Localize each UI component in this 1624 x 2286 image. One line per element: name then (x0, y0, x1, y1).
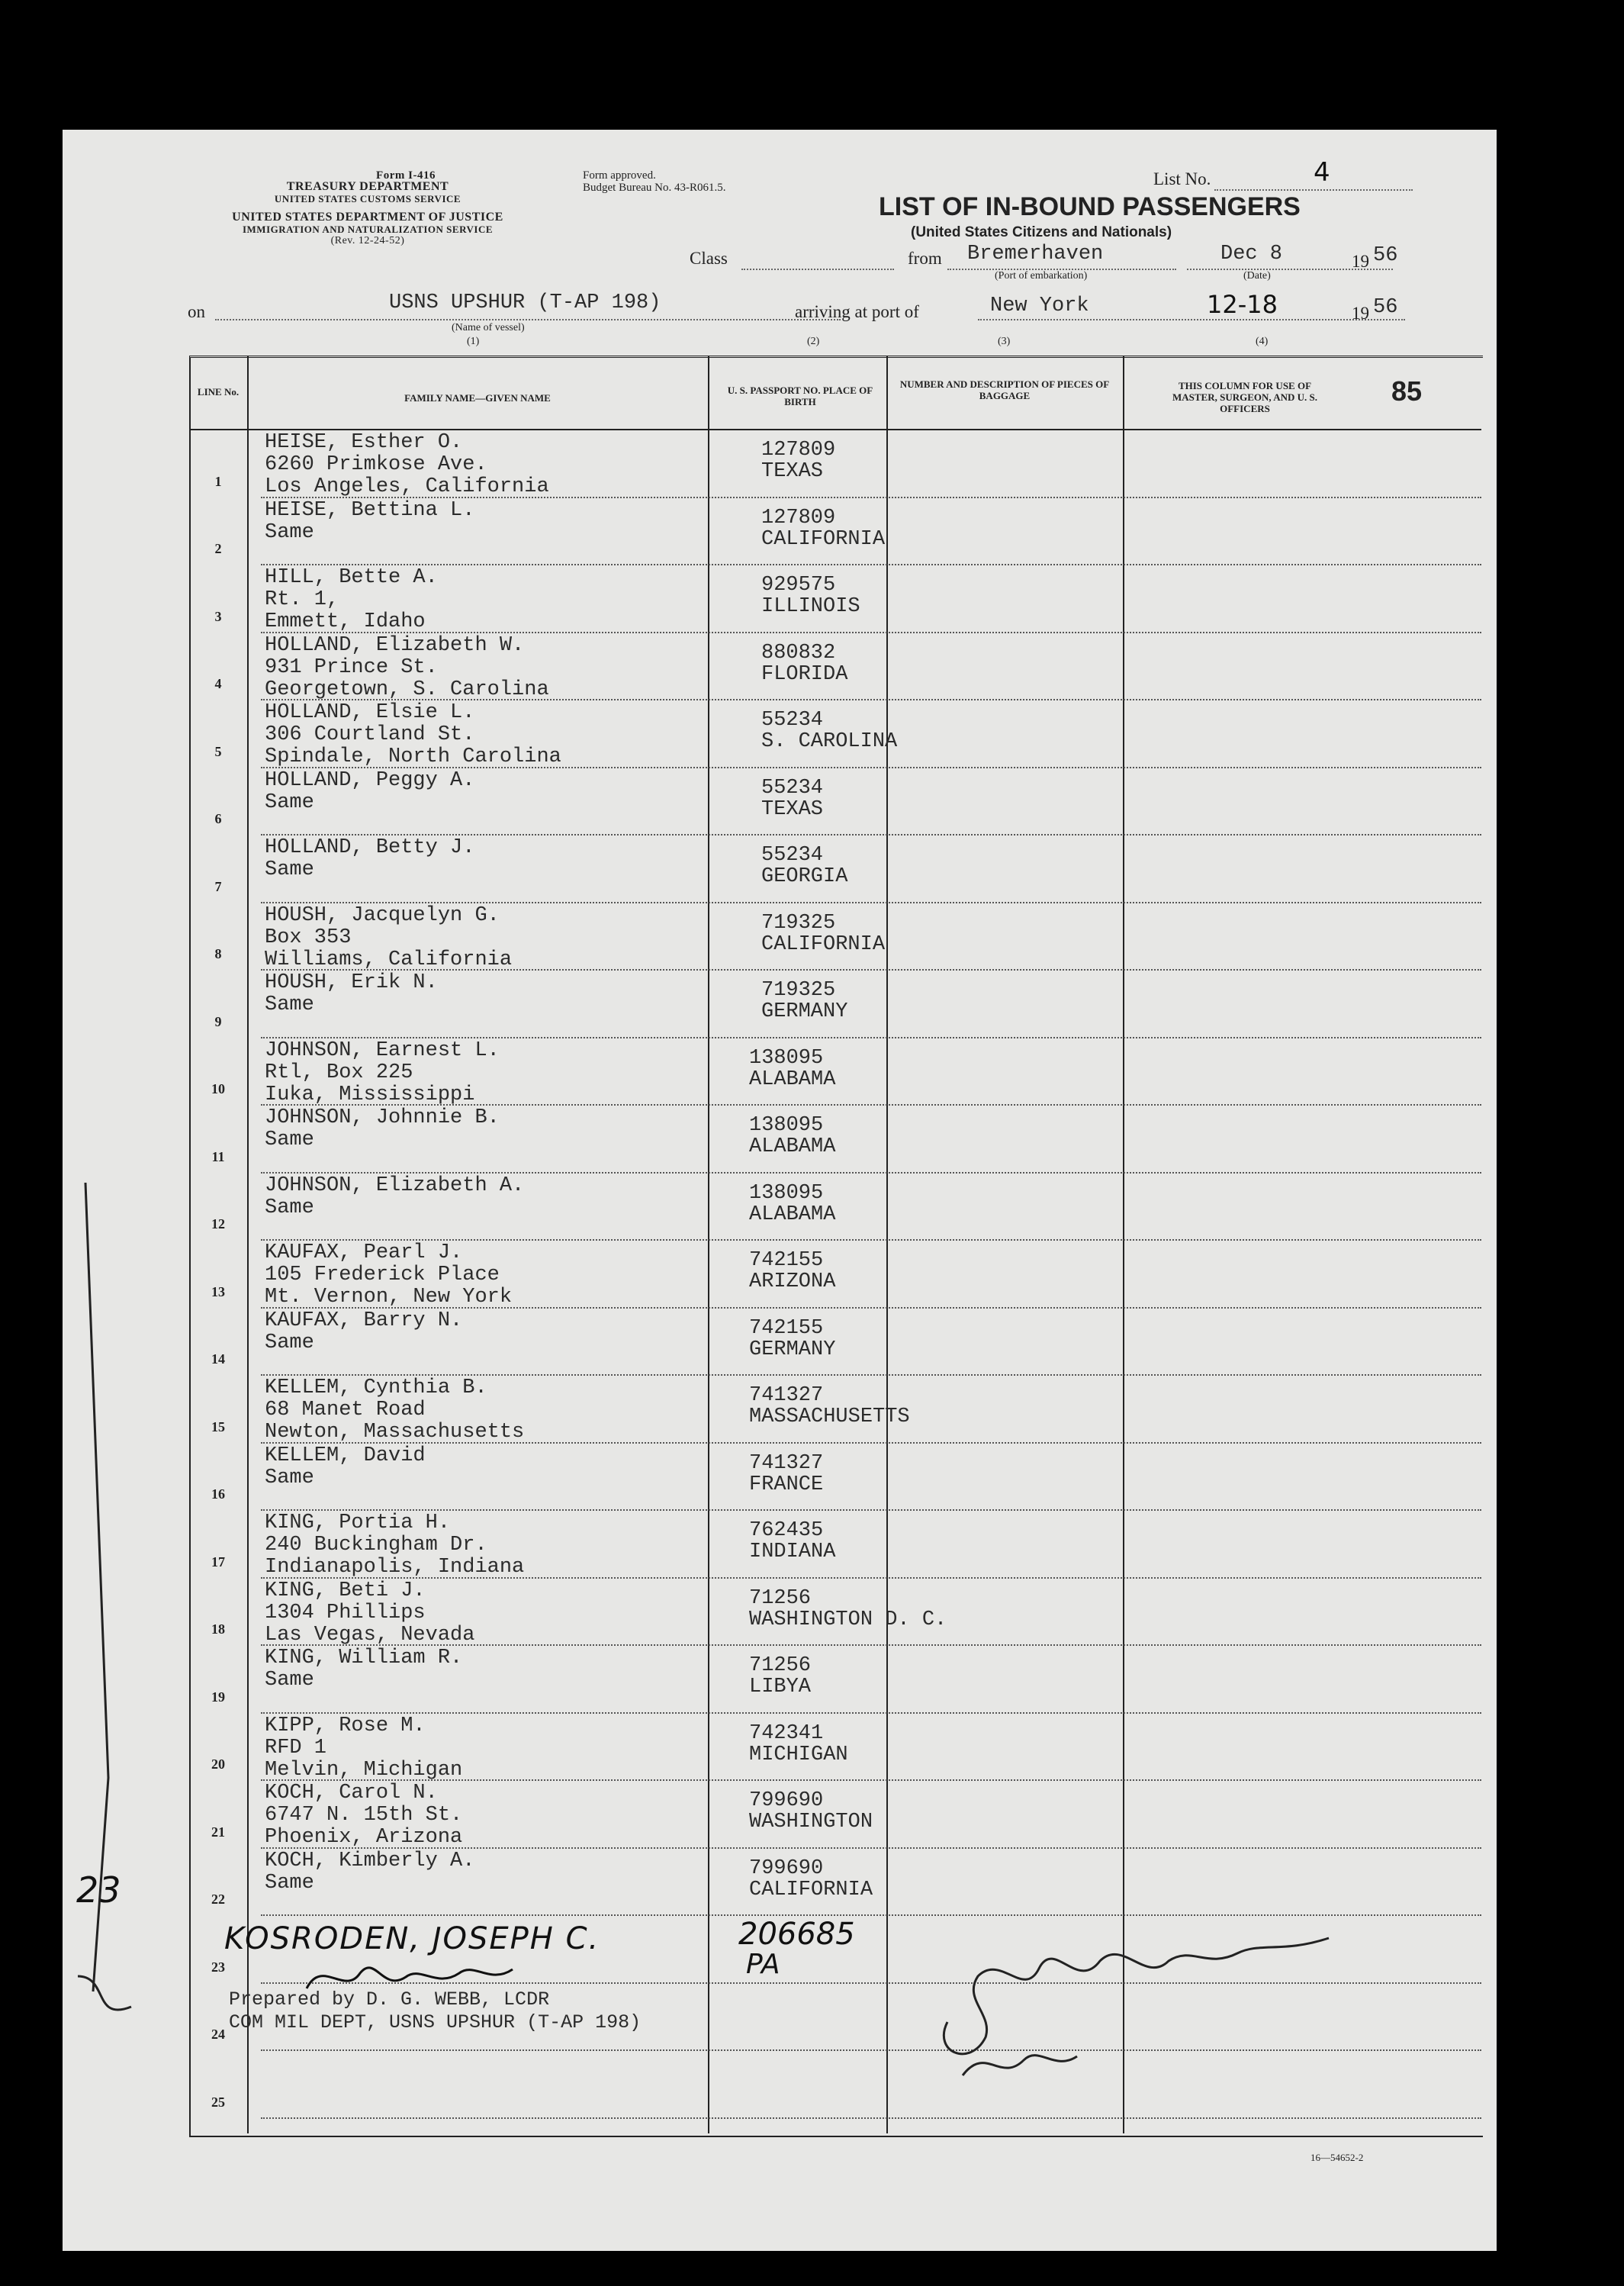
passport-number: 799690 (749, 1789, 824, 1812)
page-number: 85 (1391, 375, 1423, 407)
passport-number: 929575 (761, 574, 836, 597)
row-separator (261, 1712, 1481, 1714)
form-subtitle: (United States Citizens and Nationals) (911, 224, 1172, 240)
year-1: 56 (1373, 244, 1398, 267)
passenger-address: 105 Frederick Place (265, 1264, 500, 1286)
passport-number: 880832 (761, 641, 836, 665)
passport-cell (749, 1385, 910, 1428)
passport-number: 742155 (749, 1316, 824, 1340)
passport-cell (749, 1048, 835, 1090)
passport-number: 741327 (749, 1451, 824, 1475)
row-separator (261, 1037, 1481, 1038)
line-number: 18 (211, 1621, 225, 1637)
place-of-birth: CALIFORNIA (749, 1878, 873, 1901)
place-of-birth: INDIANA (749, 1541, 836, 1563)
line-number: 22 (211, 1892, 225, 1907)
form-approved: Form approved. (583, 169, 656, 182)
line-number: 13 (211, 1283, 225, 1299)
line-number: 20 (211, 1756, 225, 1772)
table-row (265, 1040, 500, 1106)
place-of-birth: GERMANY (749, 1338, 836, 1361)
passenger-address: Williams, California (265, 948, 513, 971)
vessel-caption: (Name of vessel) (452, 322, 525, 333)
list-no-label: List No. (1153, 169, 1211, 188)
form-title: LIST OF IN-BOUND PASSENGERS (879, 192, 1301, 221)
place-of-birth: MASSACHUSETTS (749, 1405, 910, 1428)
date-caption: (Date) (1243, 270, 1271, 282)
line-number: 11 (211, 1148, 225, 1164)
passenger-address: Phoenix, Arizona (265, 1826, 463, 1849)
passenger-name: KING, Beti J. (265, 1579, 426, 1602)
passenger-address: Las Vegas, Nevada (265, 1623, 475, 1647)
row-separator (261, 902, 1481, 903)
passenger-name: KAUFAX, Pearl J. (265, 1241, 463, 1264)
embarkation-date: Dec 8 (1220, 243, 1283, 266)
passenger-name: HOUSH, Erik N. (265, 971, 438, 994)
passenger-address: 6260 Primkose Ave. (265, 453, 487, 476)
place-of-birth: MICHIGAN (749, 1743, 848, 1766)
passenger-address: Emmett, Idaho (265, 610, 426, 633)
passport-number: 742341 (749, 1721, 824, 1745)
passenger-name: KELLEM, David (265, 1444, 426, 1467)
passenger-address: Same (265, 993, 314, 1016)
customs-service: UNITED STATES CUSTOMS SERVICE (274, 193, 461, 204)
passport-cell (749, 1115, 835, 1157)
passenger-address: Same (265, 1196, 314, 1219)
place-of-birth: ARIZONA (749, 1270, 836, 1293)
document-page (63, 130, 1497, 2251)
passport-number: 742155 (749, 1249, 824, 1272)
passenger-address: 931 Prince St. (265, 655, 438, 679)
passport-cell (761, 439, 835, 482)
passenger-name: KELLEM, Cynthia B. (265, 1376, 487, 1399)
prepared-dept: COM MIL DEPT, USNS UPSHUR (T-AP 198) (229, 2011, 642, 2033)
passenger-name: KOCH, Carol N. (265, 1782, 438, 1805)
passport-number: 741327 (749, 1384, 824, 1407)
table-row (265, 432, 549, 498)
passenger-name: JOHNSON, Elizabeth A. (265, 1174, 525, 1197)
passport-cell (749, 1183, 835, 1225)
passenger-name: HOLLAND, Elsie L. (265, 701, 475, 724)
col-header-baggage: NUMBER AND DESCRIPTION OF PIECES OF BAGGAGE (899, 378, 1110, 401)
line-number: 4 (214, 676, 222, 691)
justice-department: UNITED STATES DEPARTMENT OF JUSTICE (232, 211, 503, 224)
passenger-address: 6747 N. 15th St. (265, 1804, 463, 1827)
passport-cell (749, 1655, 811, 1698)
passport-cell (761, 575, 860, 617)
place-of-birth: CALIFORNIA (761, 527, 886, 551)
passenger-address: Georgetown, S. Carolina (265, 678, 549, 701)
col-index-2: (2) (807, 336, 820, 347)
passenger-address: Iuka, Mississippi (265, 1083, 475, 1106)
passenger-address: Melvin, Michigan (265, 1758, 463, 1782)
place-of-birth: ALABAMA (749, 1067, 836, 1091)
handwritten-name-row23: KOSRODEN, JOSEPH C. (224, 1921, 600, 1956)
table-row (265, 1107, 500, 1151)
passenger-address: 240 Buckingham Dr. (265, 1534, 487, 1557)
margin-check-marks (63, 420, 276, 2098)
passenger-address: Same (265, 858, 314, 881)
year-prefix-2: 19 (1352, 304, 1369, 323)
signature-scribble (291, 1950, 520, 2004)
passenger-address: Los Angeles, California (265, 475, 549, 498)
passport-cell (749, 1790, 873, 1833)
passenger-name: JOHNSON, Earnest L. (265, 1038, 500, 1062)
passenger-address: Newton, Massachusetts (265, 1421, 525, 1444)
table-row (265, 972, 438, 1016)
passenger-name: HEISE, Esther O. (265, 431, 463, 454)
line-number: 15 (211, 1418, 225, 1434)
ins-service: IMMIGRATION AND NATURALIZATION SERVICE (242, 224, 494, 235)
passenger-address: Mt. Vernon, New York (265, 1286, 513, 1309)
passenger-name: HOUSH, Jacquelyn G. (265, 903, 500, 927)
passport-number: 138095 (749, 1114, 824, 1137)
footer-code: 16—54652-2 (1310, 2152, 1364, 2163)
table-row (265, 1512, 524, 1579)
row-separator (261, 1172, 1481, 1174)
line-number: 19 (211, 1689, 225, 1705)
margin-note-23: 23 (76, 1869, 121, 1911)
col-index-1: (1) (467, 336, 480, 347)
place-of-birth: FRANCE (749, 1473, 824, 1496)
passport-number: 55234 (761, 844, 824, 867)
vessel-line (215, 319, 841, 320)
passenger-address: Rt. 1, (265, 588, 339, 611)
place-of-birth: S. CAROLINA (761, 730, 898, 753)
passenger-name: HEISE, Bettina L. (265, 498, 475, 522)
table-row (265, 1242, 512, 1309)
passport-cell (749, 1588, 947, 1631)
row-separator (261, 834, 1481, 836)
passenger-address: Box 353 (265, 926, 352, 949)
table-row (265, 1580, 474, 1647)
arrival-port: New York (990, 295, 1089, 317)
col-index-4: (4) (1256, 336, 1269, 347)
passenger-name: KAUFAX, Barry N. (265, 1309, 463, 1332)
on-label: on (188, 302, 205, 321)
passport-number: 138095 (749, 1046, 824, 1070)
row-separator (261, 564, 1481, 565)
passenger-name: HOLLAND, Betty J. (265, 836, 475, 859)
place-of-birth: TEXAS (761, 460, 824, 483)
passport-cell (749, 1520, 835, 1563)
arrival-port-line (978, 319, 1405, 320)
passenger-address: Same (265, 1331, 314, 1354)
col-header-name: FAMILY NAME—GIVEN NAME (404, 392, 551, 404)
table-row (265, 1445, 426, 1489)
table-row (265, 1310, 462, 1354)
embarkation-port: Bremerhaven (967, 243, 1104, 266)
line-number: 21 (211, 1824, 225, 1840)
place-of-birth: WASHINGTON (749, 1811, 873, 1834)
table-row (265, 1175, 524, 1219)
passport-number: 55234 (761, 709, 824, 732)
passport-cell (761, 642, 847, 685)
passport-cell (761, 845, 847, 887)
place-of-birth: ALABAMA (749, 1135, 836, 1158)
col-divider (886, 356, 888, 2133)
col-header-officers: THIS COLUMN FOR USE OF MASTER, SURGEON, AND U. S. OFFICERS (1172, 380, 1317, 414)
passenger-name: HOLLAND, Peggy A. (265, 768, 475, 792)
passport-cell (761, 778, 823, 820)
revision-date: (Rev. 12-24-52) (330, 235, 405, 246)
table-row (265, 770, 474, 814)
line-number: 17 (211, 1554, 225, 1570)
passport-cell (761, 507, 885, 550)
passenger-address: RFD 1 (265, 1736, 327, 1760)
passport-cell (761, 710, 897, 752)
line-number: 24 (211, 2027, 225, 2042)
line-number: 6 (214, 811, 222, 826)
line-number: 5 (214, 743, 222, 759)
line-number: 16 (211, 1486, 225, 1502)
table-row (265, 837, 474, 881)
table-row (265, 1715, 462, 1782)
row-separator (261, 1239, 1481, 1241)
passport-number: 719325 (761, 911, 836, 935)
line-number: 7 (214, 878, 222, 894)
row-separator (261, 1509, 1481, 1511)
passenger-address: Same (265, 1129, 314, 1151)
row-separator (261, 632, 1481, 633)
arrival-date: 12-18 (1207, 290, 1278, 319)
handwritten-pob-row23: PA (746, 1949, 780, 1980)
table-row (265, 702, 561, 768)
line-number: 3 (214, 608, 222, 624)
class-line (741, 269, 894, 270)
place-of-birth: GEORGIA (761, 865, 848, 888)
passenger-address: 1304 Phillips (265, 1601, 426, 1624)
passport-cell (749, 1318, 835, 1360)
passport-number: 799690 (749, 1856, 824, 1880)
prepared-by: Prepared by D. G. WEBB, LCDR (229, 1988, 550, 2011)
place-of-birth: ALABAMA (749, 1203, 836, 1226)
place-of-birth: TEXAS (761, 797, 824, 821)
row-separator (261, 2117, 1481, 2119)
passport-cell (749, 1453, 823, 1496)
line-number: 25 (211, 2094, 225, 2110)
place-of-birth: CALIFORNIA (761, 932, 886, 956)
passport-number: 762435 (749, 1519, 824, 1542)
line-number: 1 (214, 473, 222, 489)
passenger-address: Rtl, Box 225 (265, 1061, 413, 1084)
col-header-passport: U. S. PASSPORT NO. PLACE OF BIRTH (727, 385, 873, 407)
table-row (265, 500, 474, 544)
passenger-name: HILL, Bette A. (265, 566, 438, 589)
officer-signature (902, 1908, 1359, 2091)
arriving-label: arriving at port of (795, 302, 919, 321)
place-of-birth: FLORIDA (761, 662, 848, 686)
passenger-address: Same (265, 1669, 314, 1692)
table-row (265, 1377, 524, 1444)
col-divider (1123, 356, 1124, 2133)
passenger-name: KOCH, Kimberly A. (265, 1849, 475, 1872)
passenger-address: Same (265, 790, 314, 814)
table-row (265, 635, 549, 701)
place-of-birth: GERMANY (761, 1000, 848, 1023)
table-row (265, 567, 438, 633)
passport-number: 127809 (761, 506, 836, 530)
passenger-name: KING, William R. (265, 1647, 463, 1669)
passenger-name: HOLLAND, Elizabeth W. (265, 633, 525, 657)
table-row (265, 1782, 462, 1849)
vessel-name: USNS UPSHUR (T-AP 198) (389, 291, 661, 314)
place-of-birth: WASHINGTON D. C. (749, 1608, 947, 1631)
list-no-line (1214, 189, 1413, 191)
table-row (265, 1647, 462, 1692)
passport-number: 71256 (749, 1654, 812, 1677)
passenger-address: Same (265, 520, 314, 544)
form-number: Form I-416 (376, 169, 436, 182)
passport-cell (761, 980, 847, 1022)
list-number: 4 (1314, 157, 1330, 188)
line-number: 10 (211, 1081, 225, 1096)
line-number: 2 (214, 541, 222, 556)
place-of-birth: ILLINOIS (761, 595, 860, 618)
passport-number: 71256 (749, 1586, 812, 1610)
line-number: 14 (211, 1351, 225, 1367)
passport-number: 55234 (761, 776, 824, 800)
line-number: 12 (211, 1216, 225, 1232)
passenger-name: KIPP, Rose M. (265, 1714, 426, 1737)
passport-number: 127809 (761, 439, 836, 462)
col-divider (708, 356, 709, 2133)
passenger-name: JOHNSON, Johnnie B. (265, 1106, 500, 1129)
line-number: 8 (214, 946, 222, 961)
budget-bureau: Budget Bureau No. 43-R061.5. (583, 182, 726, 194)
table-row (265, 1850, 474, 1895)
passenger-address: 68 Manet Road (265, 1399, 426, 1422)
year-2: 56 (1373, 296, 1398, 319)
handwritten-passport-row23: 206685 (738, 1917, 855, 1952)
port-embarkation-caption: (Port of embarkation) (995, 270, 1088, 282)
line-number: 9 (214, 1013, 222, 1029)
passenger-name: KING, Portia H. (265, 1512, 451, 1534)
passenger-address: 306 Courtland St. (265, 723, 475, 746)
year-prefix-1: 19 (1352, 252, 1369, 271)
col-header-line-no: LINE No. (197, 386, 240, 398)
passport-cell (749, 1250, 835, 1293)
passenger-address: Same (265, 1466, 314, 1489)
place-of-birth: LIBYA (749, 1676, 812, 1698)
passport-cell (749, 1723, 848, 1766)
row-separator (261, 1374, 1481, 1376)
passport-cell (749, 1858, 873, 1901)
passenger-address: Indianapolis, Indiana (265, 1556, 525, 1579)
from-label: from (908, 249, 942, 268)
passenger-address: Same (265, 1871, 314, 1895)
class-label: Class (690, 249, 728, 268)
passport-number: 719325 (761, 979, 836, 1002)
header-rule (189, 429, 1481, 430)
passport-number: 138095 (749, 1181, 824, 1205)
table-row (265, 905, 512, 971)
treasury-department: TREASURY DEPARTMENT (286, 180, 449, 193)
passport-cell (761, 913, 885, 955)
passenger-address: Spindale, North Carolina (265, 745, 561, 768)
line-number: 23 (211, 1959, 225, 1975)
col-index-3: (3) (998, 336, 1011, 347)
